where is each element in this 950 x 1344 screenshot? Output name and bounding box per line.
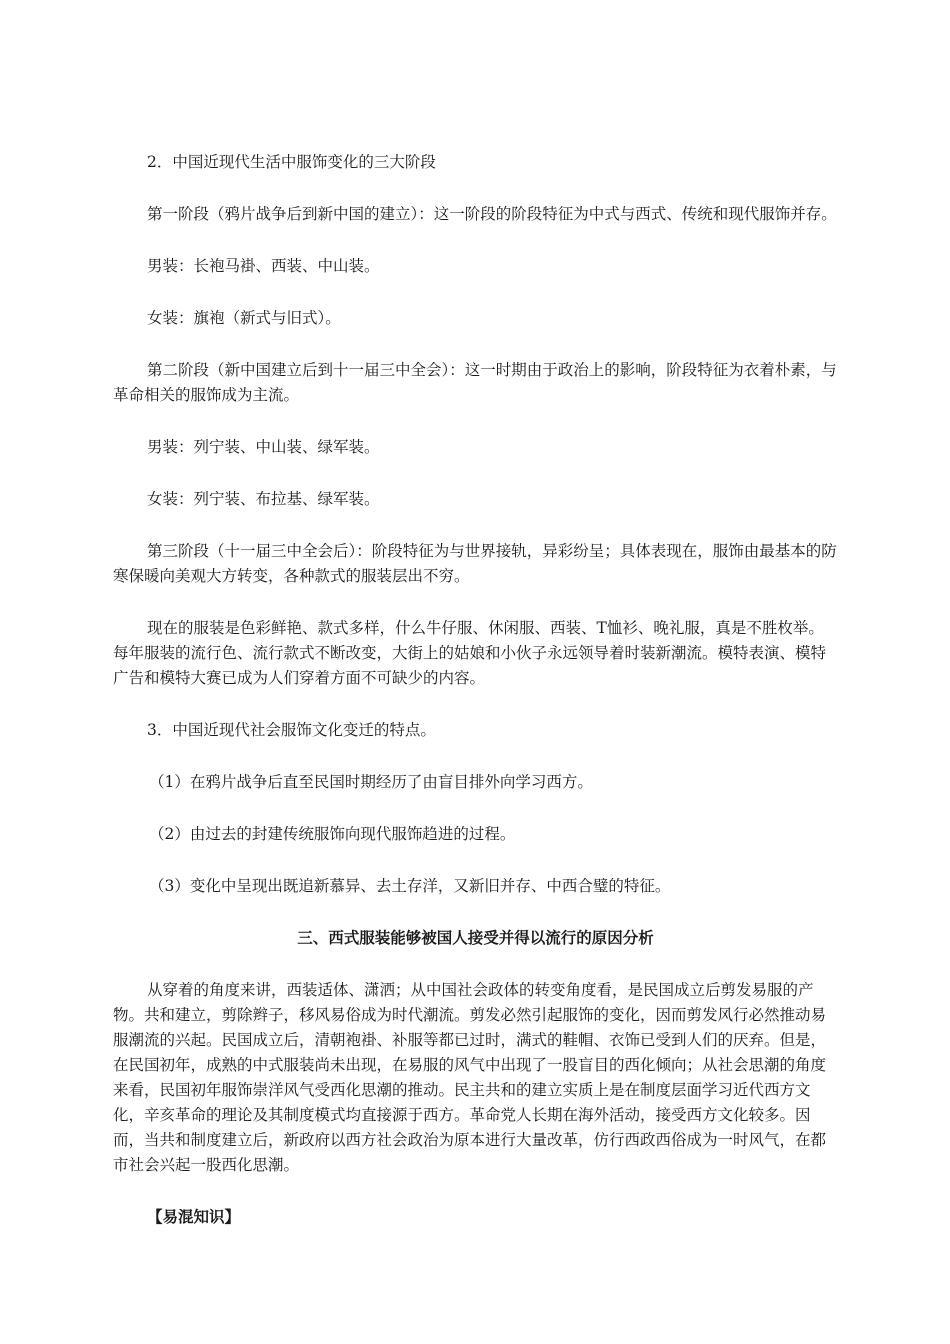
feature-point-1: （1）在鸦片战争后直至民国时期经历了由盲目排外向学习西方。 (149, 773, 593, 791)
feature-point-3: （3）变化中呈现出既追新慕异、去土存洋，又新旧并存、中西合璧的特征。 (149, 877, 671, 895)
section-3-title: 3．中国近现代社会服饰文化变迁的特点。 (147, 721, 436, 739)
current-fashion-paragraph: 现在的服装是色彩鲜艳、款式多样，什么牛仔服、休闲服、西装、T恤衫、晚礼服，真是不胜枚举。每年服装的流行色、流行款式不断改变，大街上的姑娘和小伙子永远领导着时装新潮流。模特表演、模特广告和模特大赛已成为人们穿着方面不可缺少的内容。 (113, 619, 827, 687)
document-content (113, 150, 838, 1230)
confusing-knowledge-label: 【易混知识】 (147, 1208, 241, 1226)
part-3-heading: 三、西式服装能够被国人接受并得以流行的原因分析 (297, 929, 654, 947)
stage-2-men-line: 男装：列宁装、中山装、绿军装。 (147, 438, 380, 456)
stage-2-paragraph: 第二阶段（新中国建立后到十一届三中全会）：这一时期由于政治上的影响，阶段特征为衣着朴素，与革命相关的服饰成为主流。 (113, 361, 837, 404)
stage-1-men-line: 男装：长袍马褂、西装、中山装。 (147, 257, 380, 275)
part-3-body-paragraph: 从穿着的角度来讲，西装适体、潇洒；从中国社会政体的转变角度看，是民国成立后剪发易服的产物。共和建立，剪除辫子，移风易俗成为时代潮流。剪发必然引起服饰的变化，因而剪发风行必然推动易服潮流的兴起。民国成立后，清朝袍褂、补服等都已过时，满式的鞋帽、衣饰已受到人们的厌弃。但是，在民国初年，成熟的中式服装尚未出现，在易服的风气中出现了一股盲目的西化倾向；从社会思潮的角度来看，民国初年服饰崇洋风气受西化思潮的推动。民主共和的建立实质上是在制度层面学习近代西方文化，辛亥革命的理论及其制度模式均直接源于西方。革命党人长期在海外活动，接受西方文化较多。因而，当共和制度建立后，新政府以西方社会政治为原本进行大量改革，仿行西政西俗成为一时风气，在都市社会兴起一股西化思潮。 (113, 981, 827, 1174)
section-2-title: 2．中国近现代生活中服饰变化的三大阶段 (147, 153, 436, 171)
stage-1-women-line: 女装：旗袍（新式与旧式）。 (147, 309, 341, 327)
stage-1-paragraph: 第一阶段（鸦片战争后到新中国的建立）：这一阶段的阶段特征为中式与西式、传统和现代服饰并存。 (147, 205, 837, 223)
stage-2-women-line: 女装：列宁装、布拉基、绿军装。 (147, 490, 380, 508)
feature-point-2: （2）由过去的封建传统服饰向现代服饰趋进的过程。 (149, 825, 516, 843)
stage-3-paragraph: 第三阶段（十一届三中全会后）：阶段特征为与世界接轨，异彩纷呈；具体表现在，服饰由最基本的防寒保暖向美观大方转变，各种款式的服装层出不穷。 (113, 542, 837, 585)
